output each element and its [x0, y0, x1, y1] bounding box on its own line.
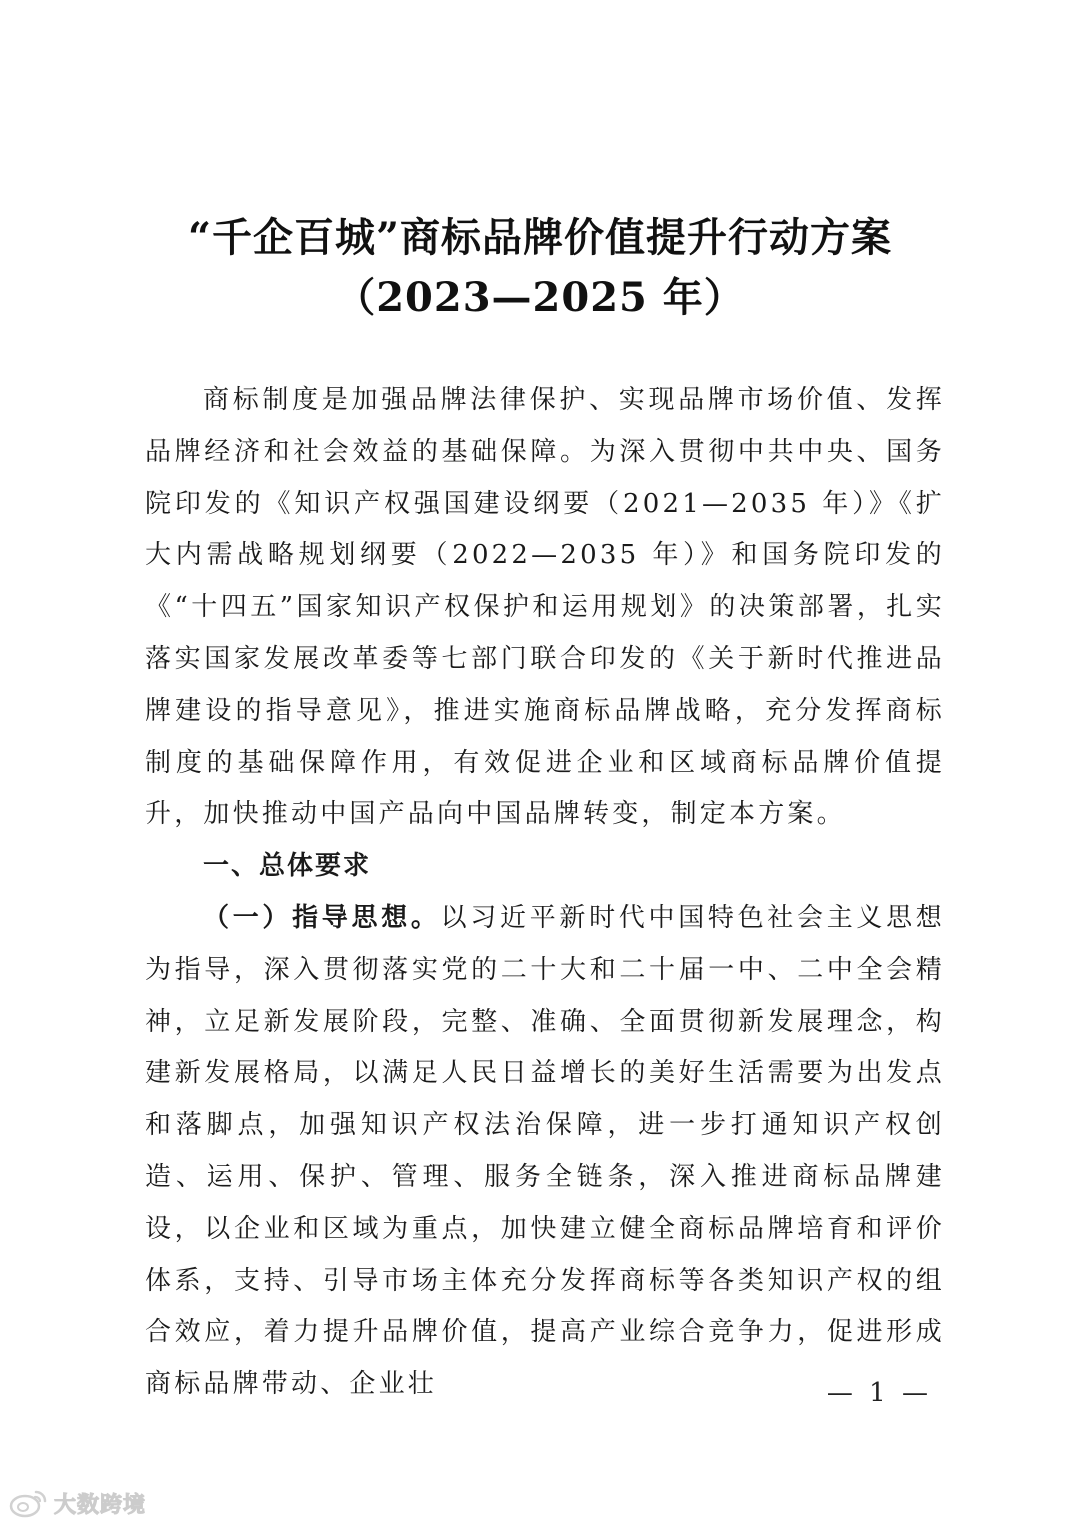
watermark: [8, 1486, 146, 1520]
subsection-paragraph: [145, 893, 945, 1411]
watermark-text: 大数跨境: [54, 1492, 147, 1518]
page-number: — 1 —: [826, 1378, 932, 1408]
document-title: “千企百城”商标品牌价值提升行动方案: [187, 214, 892, 261]
subsection-lead: （一）指导思想。: [203, 902, 441, 933]
document-body: [145, 375, 945, 1411]
weibo-logo-icon: [8, 1488, 48, 1518]
subsection-text: 以习近平新时代中国特色社会主义思想为指导，深入贯彻落实党的二十大和二十届一中、二中全会精神，立足新发展阶段，完整、准确、全面贯彻新发展理念，构建新发展格局，以满足人民日益增长的美好生活需要为出发点和落脚点，加强知识产权法治保障，进一步打通知识产权创造、运用、保护、管理、服务全链条，深入推进商标品牌建设，以企业和区域为重点，加快建立健全商标品牌培育和评价体系，支持、引导市场主体充分发挥商标等各类知识产权的组合效应，着力提升品牌价值，提高产业综合竞争力，促进形成商标品牌带动、企业壮: [145, 902, 945, 1400]
intro-paragraph: 商标制度是加强品牌法律保护、实现品牌市场价值、发挥品牌经济和社会效益的基础保障。为深入贯彻中共中央、国务院印发的《知识产权强国建设纲要（2021—2035 年）》《扩大内需战略规划纲要（2022—2035 年）》和国务院印发的《“十四五”国家知识产权保护和运用规划》的决策部署，扎实落实国家发展改革委等七部门联合印发的《关于新时代推进品牌建设的指导意见》，推进实施商标品牌战略，充分发挥商标制度的基础保障作用，有效促进企业和区域商标品牌价值提升，加快推动中国产品向中国品牌转变，制定本方案。: [145, 385, 945, 830]
section-heading: 一、总体要求: [203, 851, 372, 882]
document-title-years: （2023—2025 年）: [335, 274, 745, 321]
